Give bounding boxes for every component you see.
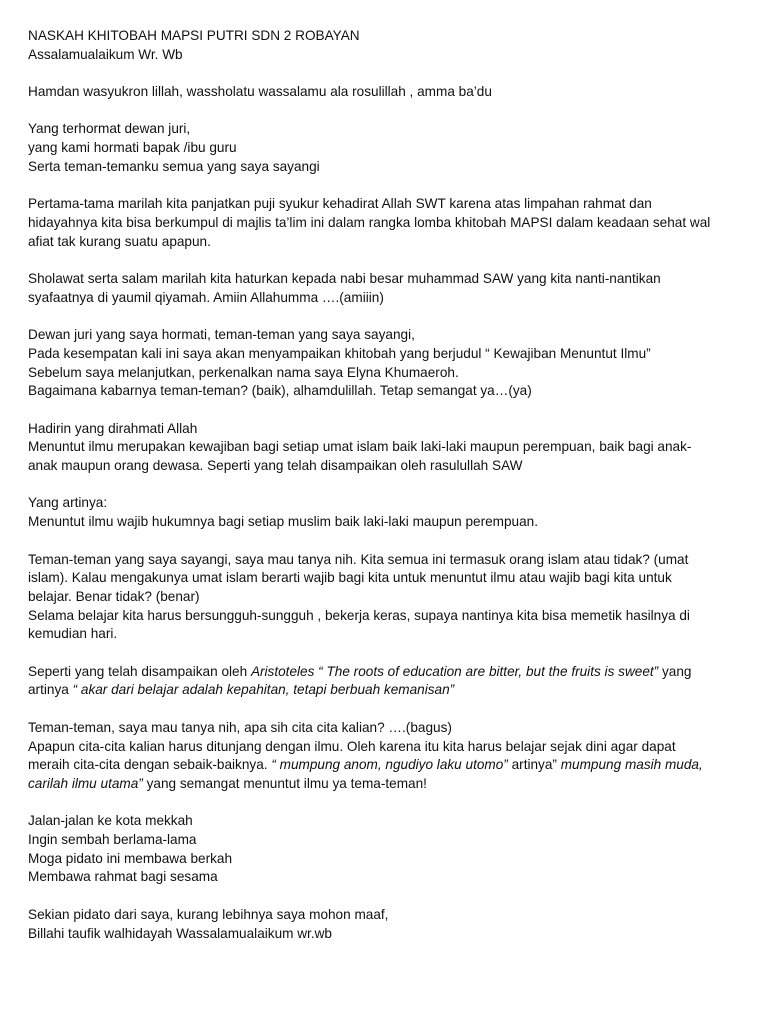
paragraph-line: Apapun cita-cita kalian harus ditunjang dengan ilmu. Oleh karena itu kita harus belajar sejak dini agar dapat <box>28 738 676 754</box>
closing-line: Sekian pidato dari saya, kurang lebihnya saya mohon maaf, <box>28 906 389 922</box>
paragraph-line: Menuntut ilmu wajib hukumnya bagi setiap muslim baik laki-laki maupun perempuan. <box>28 514 539 530</box>
quote-aristoteles: Aristoteles “ The roots of education are bitter, but the fruits is sweet” <box>250 663 659 679</box>
quote-intro: Seperti yang telah disampaikan oleh <box>28 663 251 679</box>
paragraph-line: Menuntut ilmu merupakan kewajiban bagi setiap umat islam baik laki-laki maupun perempuan, baik bagi anak- <box>28 439 692 455</box>
text-run: yang semangat menuntut ilmu ya tema-teman! <box>142 775 427 791</box>
paragraph-gap <box>28 401 728 420</box>
quote-line <box>28 663 728 682</box>
paragraph-line: Yang artinya: <box>28 495 108 511</box>
paragraph-gap <box>28 251 728 270</box>
text-run: meraih cita-cita dengan sebaik-baiknya. <box>28 757 272 773</box>
paragraph-gap <box>28 887 728 906</box>
paragraph-line: Hadirin yang dirahmati Allah <box>28 420 198 436</box>
pantun-line: Ingin sembah berlama-lama <box>28 832 197 848</box>
paragraph-line: Bagaimana kabarnya teman-teman? (baik), alhamdulillah. Tetap semangat ya…(ya) <box>28 383 532 399</box>
greeting: Assalamualaikum Wr. Wb <box>28 46 183 62</box>
pantun-line: Moga pidato ini membawa berkah <box>28 850 233 866</box>
paragraph-line: Sholawat serta salam marilah kita haturkan kepada nabi besar muhammad SAW yang kita nanti-nantikan <box>28 271 661 287</box>
paragraph-gap <box>28 476 728 495</box>
javanese-proverb: “ mumpung anom, ngudiyo laku utomo” <box>271 757 508 773</box>
paragraph-line: Pertama-tama marilah kita panjatkan puji syukur kehadirat Allah SWT karena atas limpahan rahmat dan <box>28 196 652 212</box>
paragraph-line: Teman-teman yang saya sayangi, saya mau tanya nih. Kita semua ini termasuk orang islam atau tidak? (umat <box>28 551 689 567</box>
pantun-line: Jalan-jalan ke kota mekkah <box>28 813 193 829</box>
paragraph-gap <box>28 532 728 551</box>
paragraph-line <box>28 756 728 775</box>
paragraph-line: kemudian hari. <box>28 626 118 642</box>
salutation-line: yang kami hormati bapak /ibu guru <box>28 140 237 156</box>
paragraph-gap <box>28 794 728 813</box>
proverb-meaning-end: carilah ilmu utama” <box>28 775 143 791</box>
salutation-line: Yang terhormat dewan juri, <box>28 121 191 137</box>
quote-meaning-label: artinya <box>28 682 73 698</box>
quote-meaning: “ akar dari belajar adalah kepahitan, tetapi berbuah kemanisan” <box>72 682 455 698</box>
paragraph-line <box>28 775 728 794</box>
quote-line <box>28 681 728 700</box>
quote-suffix: yang <box>658 663 692 679</box>
paragraph-line: islam). Kalau mengakunya umat islam berarti wajib bagi kita untuk menuntut ilmu atau wajib bagi kita untuk <box>28 570 672 586</box>
paragraph-gap <box>28 307 728 326</box>
closing-line: Billahi taufik walhidayah Wassalamualaikum wr.wb <box>28 925 332 941</box>
paragraph-gap <box>28 102 728 121</box>
paragraph-gap <box>28 64 728 83</box>
paragraph-gap <box>28 177 728 196</box>
pantun-line: Membawa rahmat bagi sesama <box>28 869 218 885</box>
paragraph-gap <box>28 700 728 719</box>
speech-document <box>28 27 728 943</box>
paragraph-line: Sebelum saya melanjutkan, perkenalkan nama saya Elyna Khumaeroh. <box>28 364 459 380</box>
paragraph-line: belajar. Benar tidak? (benar) <box>28 588 200 604</box>
proverb-meaning: mumpung masih muda, <box>560 757 703 773</box>
paragraph-line: afiat tak kurang suatu apapun. <box>28 233 211 249</box>
paragraph-line: Dewan juri yang saya hormati, teman-teman yang saya sayangi, <box>28 327 415 343</box>
salutation-line: Serta teman-temanku semua yang saya sayangi <box>28 158 320 174</box>
paragraph-line: syafaatnya di yaumil qiyamah. Amiin Allahumma ….(amiiin) <box>28 289 384 305</box>
paragraph-line: Selama belajar kita harus bersungguh-sungguh , bekerja keras, supaya nantinya kita bisa memetik hasilnya di <box>28 607 690 623</box>
document-title: NASKAH KHITOBAH MAPSI PUTRI SDN 2 ROBAYAN <box>28 28 360 43</box>
paragraph-gap <box>28 644 728 663</box>
text-run: artinya” <box>507 757 561 773</box>
paragraph-line: Teman-teman, saya mau tanya nih, apa sih cita cita kalian? ….(bagus) <box>28 719 452 735</box>
paragraph-line: hidayahnya kita bisa berkumpul di majlis ta’lim ini dalam rangka lomba khitobah MAPSI dalam keadaan sehat wal <box>28 214 711 230</box>
paragraph-line: Pada kesempatan kali ini saya akan menyampaikan khitobah yang berjudul “ Kewajiban Menuntut Ilmu” <box>28 345 651 361</box>
opening-line: Hamdan wasyukron lillah, wassholatu wassalamu ala rosulillah , amma ba’du <box>28 84 492 100</box>
paragraph-line: anak maupun orang dewasa. Seperti yang telah disampaikan oleh rasulullah SAW <box>28 458 523 474</box>
